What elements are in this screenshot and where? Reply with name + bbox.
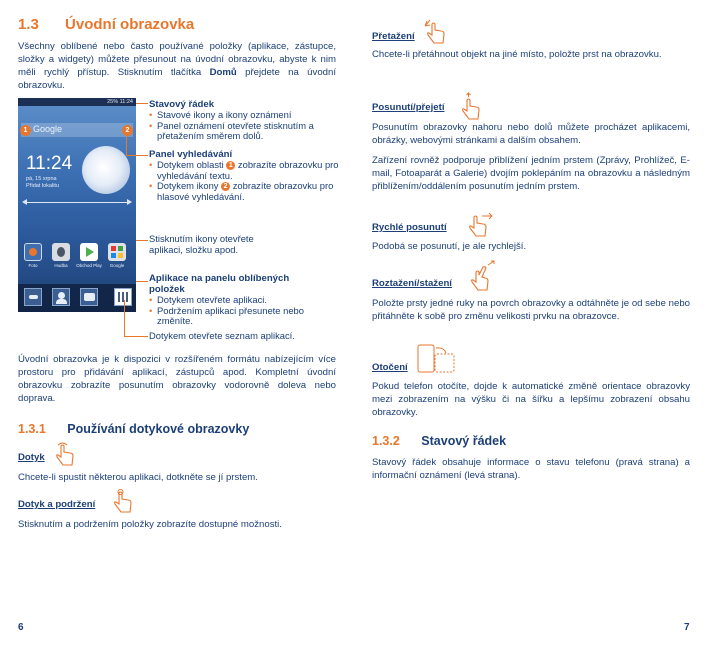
phone-date (26, 176, 59, 190)
gesture-text-tap: Chcete-li spustit některou aplikaci, dotkněte se jí prstem. (18, 472, 258, 483)
phone-search-text: Google (33, 124, 63, 134)
phone-status-bar (18, 98, 136, 106)
section-number: 1.3 (18, 16, 39, 33)
subsection-title-right: Stavový řádek (421, 434, 507, 448)
section-title: Úvodní obrazovka (65, 16, 195, 33)
gesture-text-flick: Podobá se posunutí, je ale rychlejší. (372, 241, 527, 252)
page-number-left: 6 (18, 622, 24, 633)
drag-hand-icon (422, 16, 452, 46)
annotation-favorites (149, 273, 339, 327)
leader-apps (124, 336, 148, 337)
phone-location-line: Přidat lokalitu (26, 183, 60, 189)
flick-hand-icon (462, 210, 494, 238)
arrow-right-icon (127, 199, 132, 205)
phone-call-icon (24, 288, 42, 306)
intro-text-2: přejdete na úvodní obrazovku. (18, 67, 336, 91)
annotation-search-heading: Panel vyhledávání (149, 149, 233, 160)
leader-icons (136, 240, 148, 241)
annotation-icons: Stisknutím ikony otevřete aplikaci, složku apod. (149, 233, 254, 255)
app-label-obchod-play: Obchod Play (76, 263, 102, 268)
gesture-title-pinch: Roztažení/stažení (372, 278, 452, 289)
pinch-hand-icon (466, 260, 498, 292)
intro-paragraph (18, 40, 336, 92)
tap-hand-icon (52, 442, 78, 468)
rotate-phone-icon (414, 344, 456, 374)
phone-status-text: 25% 11:24 (107, 99, 133, 105)
app-label-foto: Foto (28, 263, 38, 268)
app-label-hudba: Hudba (54, 263, 68, 268)
phone-app-icons (18, 243, 136, 271)
gesture-text-long-press: Stisknutím a podržením položky zobrazíte dostupné možnosti. (18, 519, 282, 530)
all-apps-icon (114, 288, 132, 306)
gesture-text-pinch: Položte prsty jedné ruky na povrch obrazovky a odtáhněte je od sebe nebo přitáhněte k sobě pro změnu velikosti prvku na obrazovce. (372, 298, 690, 322)
contacts-icon (52, 288, 70, 306)
google-folder-icon (108, 243, 126, 261)
moon-wallpaper-icon (82, 146, 130, 194)
marker-1: 1 (20, 125, 31, 136)
gesture-text-swipe: Posunutím obrazovky nahoru nebo dolů můžete procházet aplikacemi, obrázky, webovými stránkami a dalším obsahem. (372, 122, 690, 146)
intro-bold-home: Domů (209, 67, 237, 78)
home-screen-paragraph: Úvodní obrazovka je k dispozici v rozšířeném formátu nabízejícím více prostoru pro přidávání aplikací, zástupců apod. Kompletní úvodní obrazovku zobrazíte posunutím obrazovky vodorovně doleva nebo doprava. (18, 354, 336, 404)
annotation-search-bullet-2 (149, 181, 339, 202)
gesture-text-swipe-zoom: Zařízení rovněž podporuje přiblížení jedním prstem (Zprávy, Prohlížeč, E-mail, Fotoaparát a Galerie) dvojím poklepáním na obrazovku a následným přiblížením/oddálením posunutím jedním prstem. (372, 155, 690, 192)
annotation-number-2: 2 (221, 182, 230, 191)
annotation-search-b1-post: zobrazíte obrazovku pro vyhledávání textu. (157, 159, 339, 181)
annotation-status-bullet-1: • Stavové ikony a ikony oznámení (149, 110, 339, 121)
home-screen-screenshot (18, 98, 136, 312)
photos-app-icon (24, 243, 42, 261)
phone-date-line: pá, 15 srpna (26, 176, 57, 182)
annotation-apps-list: Dotykem otevřete seznam aplikací. (149, 330, 295, 341)
swipe-arrow-icon (24, 202, 130, 203)
annotation-favorites-heading: Aplikace na panelu oblíbených položek (149, 273, 290, 295)
status-bar-paragraph: Stavový řádek obsahuje informace o stavu telefonu (pravá strana) a informační oznámení (levá strana). (372, 457, 690, 481)
gesture-title-drag: Přetažení (372, 31, 415, 42)
gesture-title-rotate: Otočení (372, 362, 408, 373)
leader-search-v (126, 133, 128, 155)
gesture-title-long-press: Dotyk a podržení (18, 499, 96, 510)
annotation-number-1: 1 (226, 161, 235, 170)
phone-search-bar (21, 123, 133, 137)
favorites-tray (18, 284, 136, 312)
page-number-right: 7 (684, 622, 690, 633)
intro-text-1: Všechny oblíbené nebo často používané položky (aplikace, zástupce, složky a widgety) můžete přesunout na úvodní obrazovku, abyste k nim měli rychlý přístup. Stisknutím tlačítka (18, 41, 336, 78)
marker-2: 2 (122, 125, 133, 136)
app-label-google: Google (109, 263, 125, 268)
gesture-title-flick: Rychlé posunutí (372, 222, 447, 233)
subsection-title: Používání dotykové obrazovky (67, 422, 250, 436)
annotation-favorites-bullet-1: • Dotykem otevřete aplikaci. (149, 295, 339, 306)
section-heading (18, 16, 194, 33)
annotation-search-b2-pre: Dotykem ikony (157, 180, 219, 191)
annotation-status-bar (149, 99, 339, 142)
messages-icon (80, 288, 98, 306)
subsection-number: 1.3.1 (18, 422, 46, 436)
annotation-status-bullet-2: • Panel oznámení otevřete stisknutím a přetažením směrem dolů. (149, 121, 339, 142)
subsection-number-right: 1.3.2 (372, 434, 400, 448)
leader-favorites (136, 281, 148, 282)
phone-clock: 11:24 (26, 153, 73, 174)
subsection-heading-1-3-2 (372, 434, 506, 448)
music-app-icon (52, 243, 70, 261)
annotation-search-b1-pre: Dotykem oblasti (157, 159, 224, 170)
annotation-favorites-bullet-2: • Podržením aplikaci přesunete nebo změníte. (149, 306, 307, 327)
subsection-heading-1-3-1 (18, 422, 249, 436)
gesture-title-tap: Dotyk (18, 452, 45, 463)
annotation-search-bullet-1 (149, 160, 339, 181)
annotation-search-bar (149, 149, 339, 202)
swipe-hand-icon (458, 92, 486, 122)
leader-apps-v (124, 300, 126, 336)
gesture-text-drag: Chcete-li přetáhnout objekt na jiné místo, položte prst na obrazovku. (372, 49, 662, 60)
play-store-app-icon (80, 243, 98, 261)
leader-search (126, 155, 148, 156)
arrow-left-icon (22, 199, 27, 205)
gesture-title-swipe: Posunutí/přejetí (372, 102, 445, 113)
long-press-hand-icon (110, 489, 136, 515)
leader-status (136, 103, 148, 104)
annotation-search-b2-post: zobrazíte obrazovku pro hlasové vyhledávání. (157, 180, 334, 202)
annotation-status-heading: Stavový řádek (149, 99, 215, 110)
gesture-text-rotate: Pokud telefon otočíte, dojde k automatické změně orientace obrazovky mezi zobrazením na výšku či na šířku a lepšímu zobrazení obsahu obrazovky. (372, 381, 690, 418)
